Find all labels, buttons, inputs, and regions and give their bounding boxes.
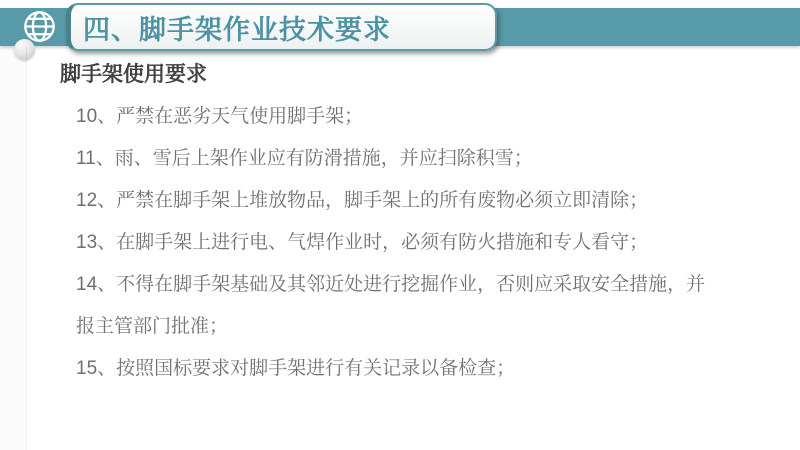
list-item: 14、不得在脚手架基础及其邻近处进行挖掘作业，否则应采取安全措施，并报主管部门批准； xyxy=(76,274,706,337)
list-item: 10、严禁在恶劣天气使用脚手架； xyxy=(76,106,364,127)
title-pill xyxy=(66,3,497,51)
list-item: 11、雨、雪后上架作业应有防滑措施，并应扫除积雪； xyxy=(76,148,533,169)
list-item: 13、在脚手架上进行电、气焊作业时，必须有防火措施和专人看守； xyxy=(76,232,649,253)
left-edge-line xyxy=(0,46,27,450)
list-item: 15、按照国标要求对脚手架进行有关记录以备检查； xyxy=(76,358,516,379)
requirements-list xyxy=(76,96,721,390)
list-item: 12、严禁在脚手架上堆放物品，脚手架上的所有废物必须立即清除； xyxy=(76,190,649,211)
section-subtitle: 脚手架使用要求 xyxy=(60,63,207,86)
slide-title: 四、脚手架作业技术要求 xyxy=(83,14,391,45)
